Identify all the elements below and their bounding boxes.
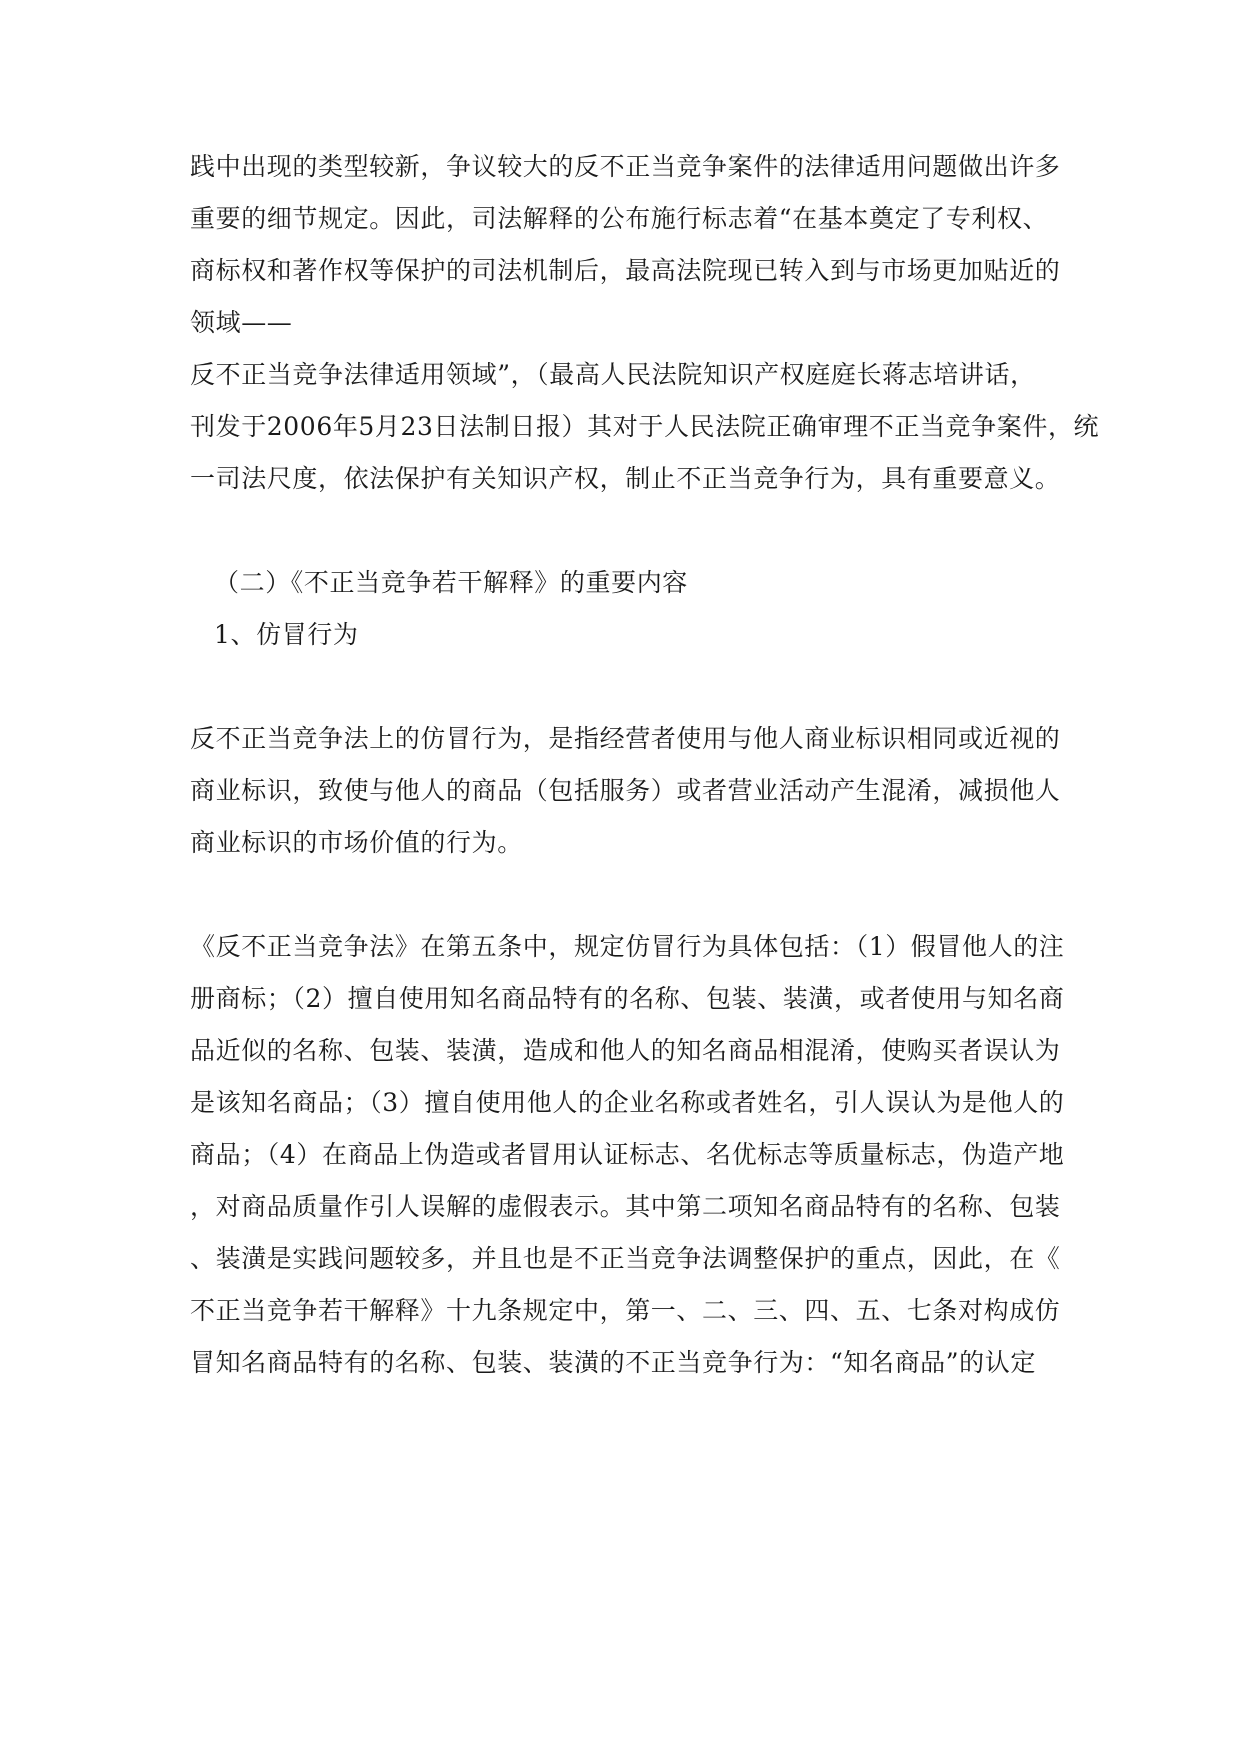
text-line: 品近似的名称、包装、装潢，造成和他人的知名商品相混淆，使购买者误认为 [190,1036,1061,1065]
text-line: 不正当竞争若干解释》十九条规定中，第一、二、三、四、五、七条对构成仿 [190,1296,1061,1325]
text-line: 商标权和著作权等保护的司法机制后，最高法院现已转入到与市场更加贴近的 [190,256,1061,285]
text-line: ，对商品质量作引人误解的虚假表示。其中第二项知名商品特有的名称、包装 [190,1192,1061,1221]
text-line: 《反不正当竞争法》在第五条中，规定仿冒行为具体包括：（1）假冒他人的注 [190,932,1065,961]
text-line: 反不正当竞争法律适用领域”，（最高人民法院知识产权庭庭长蒋志培讲话， [190,360,1036,389]
text-line: 册商标；（2）擅自使用知名商品特有的名称、包装、装潢，或者使用与知名商 [190,984,1065,1013]
text-line: 商业标识，致使与他人的商品（包括服务）或者营业活动产生混淆，减损他人 [190,776,1061,805]
subsection-heading: 1、仿冒行为 [214,620,359,649]
text-line: 践中出现的类型较新，争议较大的反不正当竞争案件的法律适用问题做出许多 [190,152,1061,181]
text-line: 冒知名商品特有的名称、包装、装潢的不正当竞争行为：“知名商品”的认定 [190,1348,1036,1377]
text-line: 刊发于2006年5月23日法制日报）其对于人民法院正确审理不正当竞争案件，统 [190,412,1100,441]
text-line: 领域—— [190,308,293,337]
text-line: 一司法尺度，依法保护有关知识产权，制止不正当竞争行为，具有重要意义。 [190,464,1061,493]
section-heading: （二）《不正当竞争若干解释》的重要内容 [214,568,688,597]
text-line: 重要的细节规定。因此，司法解释的公布施行标志着“在基本奠定了专利权、 [190,204,1049,233]
text-line: 商品；（4）在商品上伪造或者冒用认证标志、名优标志等质量标志，伪造产地 [190,1140,1065,1169]
text-line: 、装潢是实践问题较多，并且也是不正当竞争法调整保护的重点，因此，在《 [190,1244,1061,1273]
text-line: 商业标识的市场价值的行为。 [190,828,523,857]
text-line: 反不正当竞争法上的仿冒行为，是指经营者使用与他人商业标识相同或近视的 [190,724,1061,753]
text-line: 是该知名商品；（3）擅自使用他人的企业名称或者姓名，引人误认为是他人的 [190,1088,1065,1117]
